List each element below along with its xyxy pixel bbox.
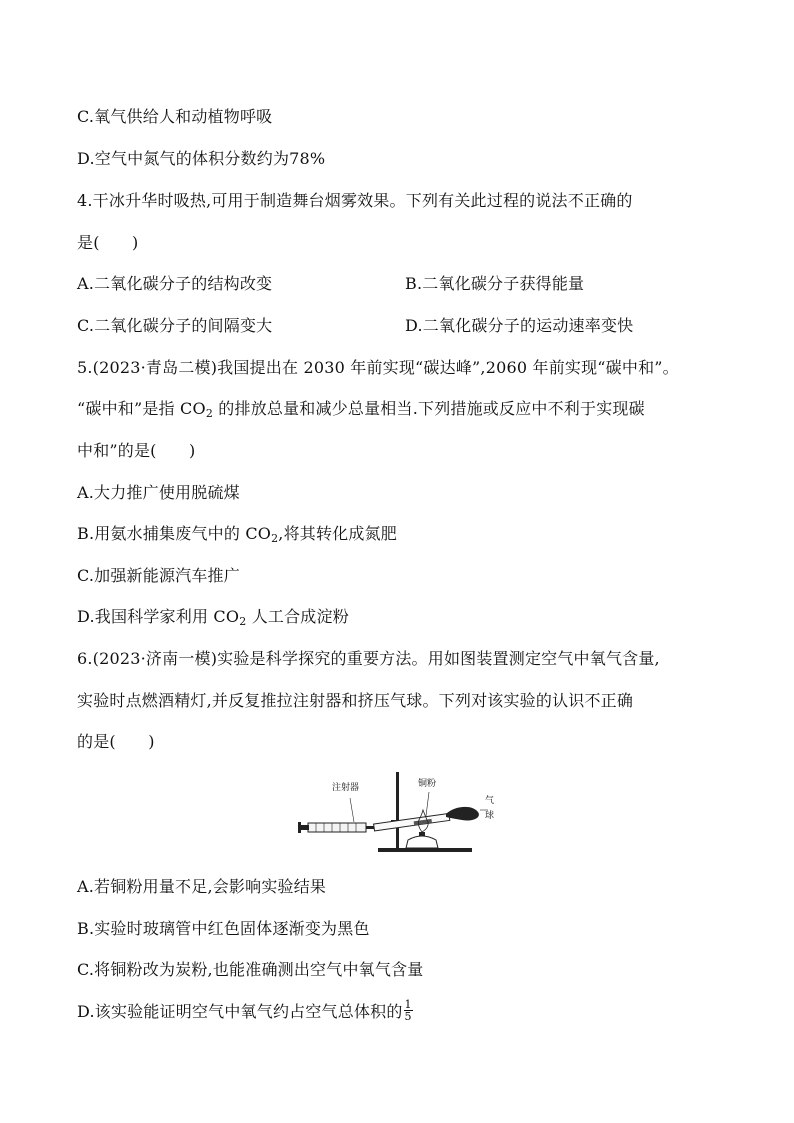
q5-stem-line2-post: 的排放总量和减少总量相当.下列措施或反应中不利于实现碳 [213, 399, 645, 418]
syringe-barrel [308, 823, 366, 832]
q6-option-d-text: D.该实验能证明空气中氧气约占空气总体积的 [77, 1002, 403, 1021]
q4-option-b: B.二氧化碳分子获得能量 [405, 274, 585, 293]
alcohol-lamp [406, 836, 438, 848]
q5-stem-co2-subscript: 2 [205, 407, 214, 420]
q5-stem-line1: 5.(2023·青岛二模)我国提出在 2030 年前实现“碳达峰”,2060 年前实现“碳中和”。 [77, 358, 679, 377]
q5-option-c: C.加强新能源汽车推广 [77, 566, 240, 585]
q5-option-d [77, 606, 349, 628]
stand-base [378, 848, 472, 852]
q5-option-b-pre: B.用氨水捕集废气中的 CO [77, 524, 272, 543]
q4-options-row1 [77, 273, 717, 295]
balloon [446, 807, 479, 821]
q5-option-b-subscript: 2 [271, 532, 279, 545]
q6-option-d [77, 998, 413, 1024]
fraction-denominator: 5 [404, 1010, 412, 1023]
q4-options-row2 [77, 315, 717, 337]
glass-tube [374, 813, 450, 831]
q4-stem-line2: 是( ) [77, 233, 139, 252]
q5-option-d-post: 人工合成淀粉 [246, 607, 349, 626]
fraction-one-fifth [404, 999, 413, 1022]
q5-option-b [77, 523, 397, 545]
q5-option-d-pre: D.我国科学家利用 CO [77, 607, 240, 626]
q5-option-d-subscript: 2 [239, 615, 247, 628]
label-syringe: 注射器 [332, 783, 360, 793]
q3-option-d: D.空气中氮气的体积分数约为78% [77, 149, 326, 168]
q4-option-d: D.二氧化碳分子的运动速率变快 [405, 316, 634, 335]
q6-stem-line1: 6.(2023·济南一模)实验是科学探究的重要方法。用如图装置测定空气中氧气含量, [77, 649, 660, 668]
stand-rod [396, 772, 399, 849]
q6-option-a: A.若铜粉用量不足,会影响实验结果 [77, 877, 327, 896]
q4-stem-line1: 4.干冰升华时吸热,可用于制造舞台烟雾效果。下列有关此过程的说法不正确的 [77, 191, 633, 210]
q5-stem-line3: 中和”的是( ) [77, 441, 196, 460]
label-balloon-1: 气 [485, 796, 495, 806]
syringe-plunger [300, 825, 309, 830]
q5-option-b-post: ,将其转化成氮肥 [278, 524, 397, 543]
label-copper-powder: 铜粉 [418, 779, 437, 789]
fraction-numerator: 1 [404, 998, 412, 1011]
label-balloon-2: 球 [485, 811, 495, 821]
q5-stem-line2 [77, 398, 645, 420]
q5-stem-line2-pre: “碳中和”是指 CO [77, 399, 206, 418]
q3-option-c: C.氧气供给人和动植物呼吸 [77, 107, 273, 126]
q4-option-c: C.二氧化碳分子的间隔变大 [77, 316, 273, 335]
q5-option-a: A.大力推广使用脱硫煤 [77, 483, 240, 502]
q4-option-a: A.二氧化碳分子的结构改变 [77, 274, 273, 293]
q6-option-c: C.将铜粉改为炭粉,也能准确测出空气中氧气含量 [77, 960, 424, 979]
q6-stem-line3: 的是( ) [77, 732, 155, 751]
apparatus-figure [296, 770, 496, 856]
q6-stem-line2: 实验时点燃酒精灯,并反复推拉注射器和挤压气球。下列对该实验的认识不正确 [77, 691, 634, 710]
q6-option-b: B.实验时玻璃管中红色固体逐渐变为黑色 [77, 919, 370, 938]
